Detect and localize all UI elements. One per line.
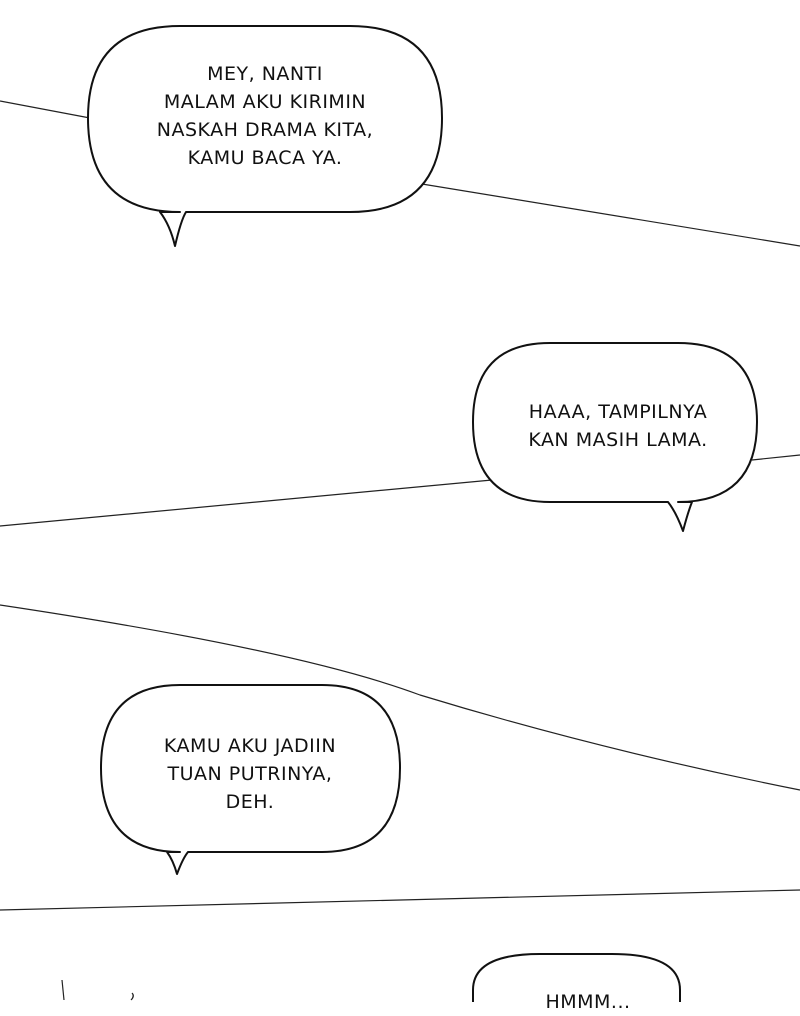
bubble-1-line-1: MEY, NANTI	[207, 63, 323, 85]
speech-bubble-3-text	[130, 732, 370, 816]
bubble-1-line-4: KAMU BACA YA.	[187, 147, 343, 169]
background-lines	[0, 101, 800, 1000]
speech-bubble-4-text	[508, 988, 668, 1013]
bubble-3-line-2: TUAN PUTRINYA,	[167, 763, 333, 785]
bubble-4-line-1: HMMM...	[545, 991, 631, 1013]
streak-line-1	[0, 101, 90, 118]
speech-bubble-1-text	[140, 60, 390, 172]
bubble-3-line-3: DEH.	[225, 791, 275, 813]
bubble-2-line-2: KAN MASIH LAMA.	[528, 429, 708, 451]
streak-line-4	[752, 455, 800, 460]
corner-mark-2	[131, 993, 133, 1000]
streak-line-6	[0, 890, 800, 910]
streak-line-2	[422, 184, 800, 246]
bubble-3-line-1: KAMU AKU JADIIN	[163, 735, 337, 757]
speech-bubble-2-text	[508, 398, 728, 454]
streak-line-3	[0, 480, 492, 526]
bubble-2-line-1: HAAA, TAMPILNYA	[528, 401, 708, 423]
corner-mark	[62, 980, 64, 1000]
bubble-1-line-2: MALAM AKU KIRIMIN	[163, 91, 367, 113]
bubble-1-line-3: NASKAH DRAMA KITA,	[156, 119, 374, 141]
